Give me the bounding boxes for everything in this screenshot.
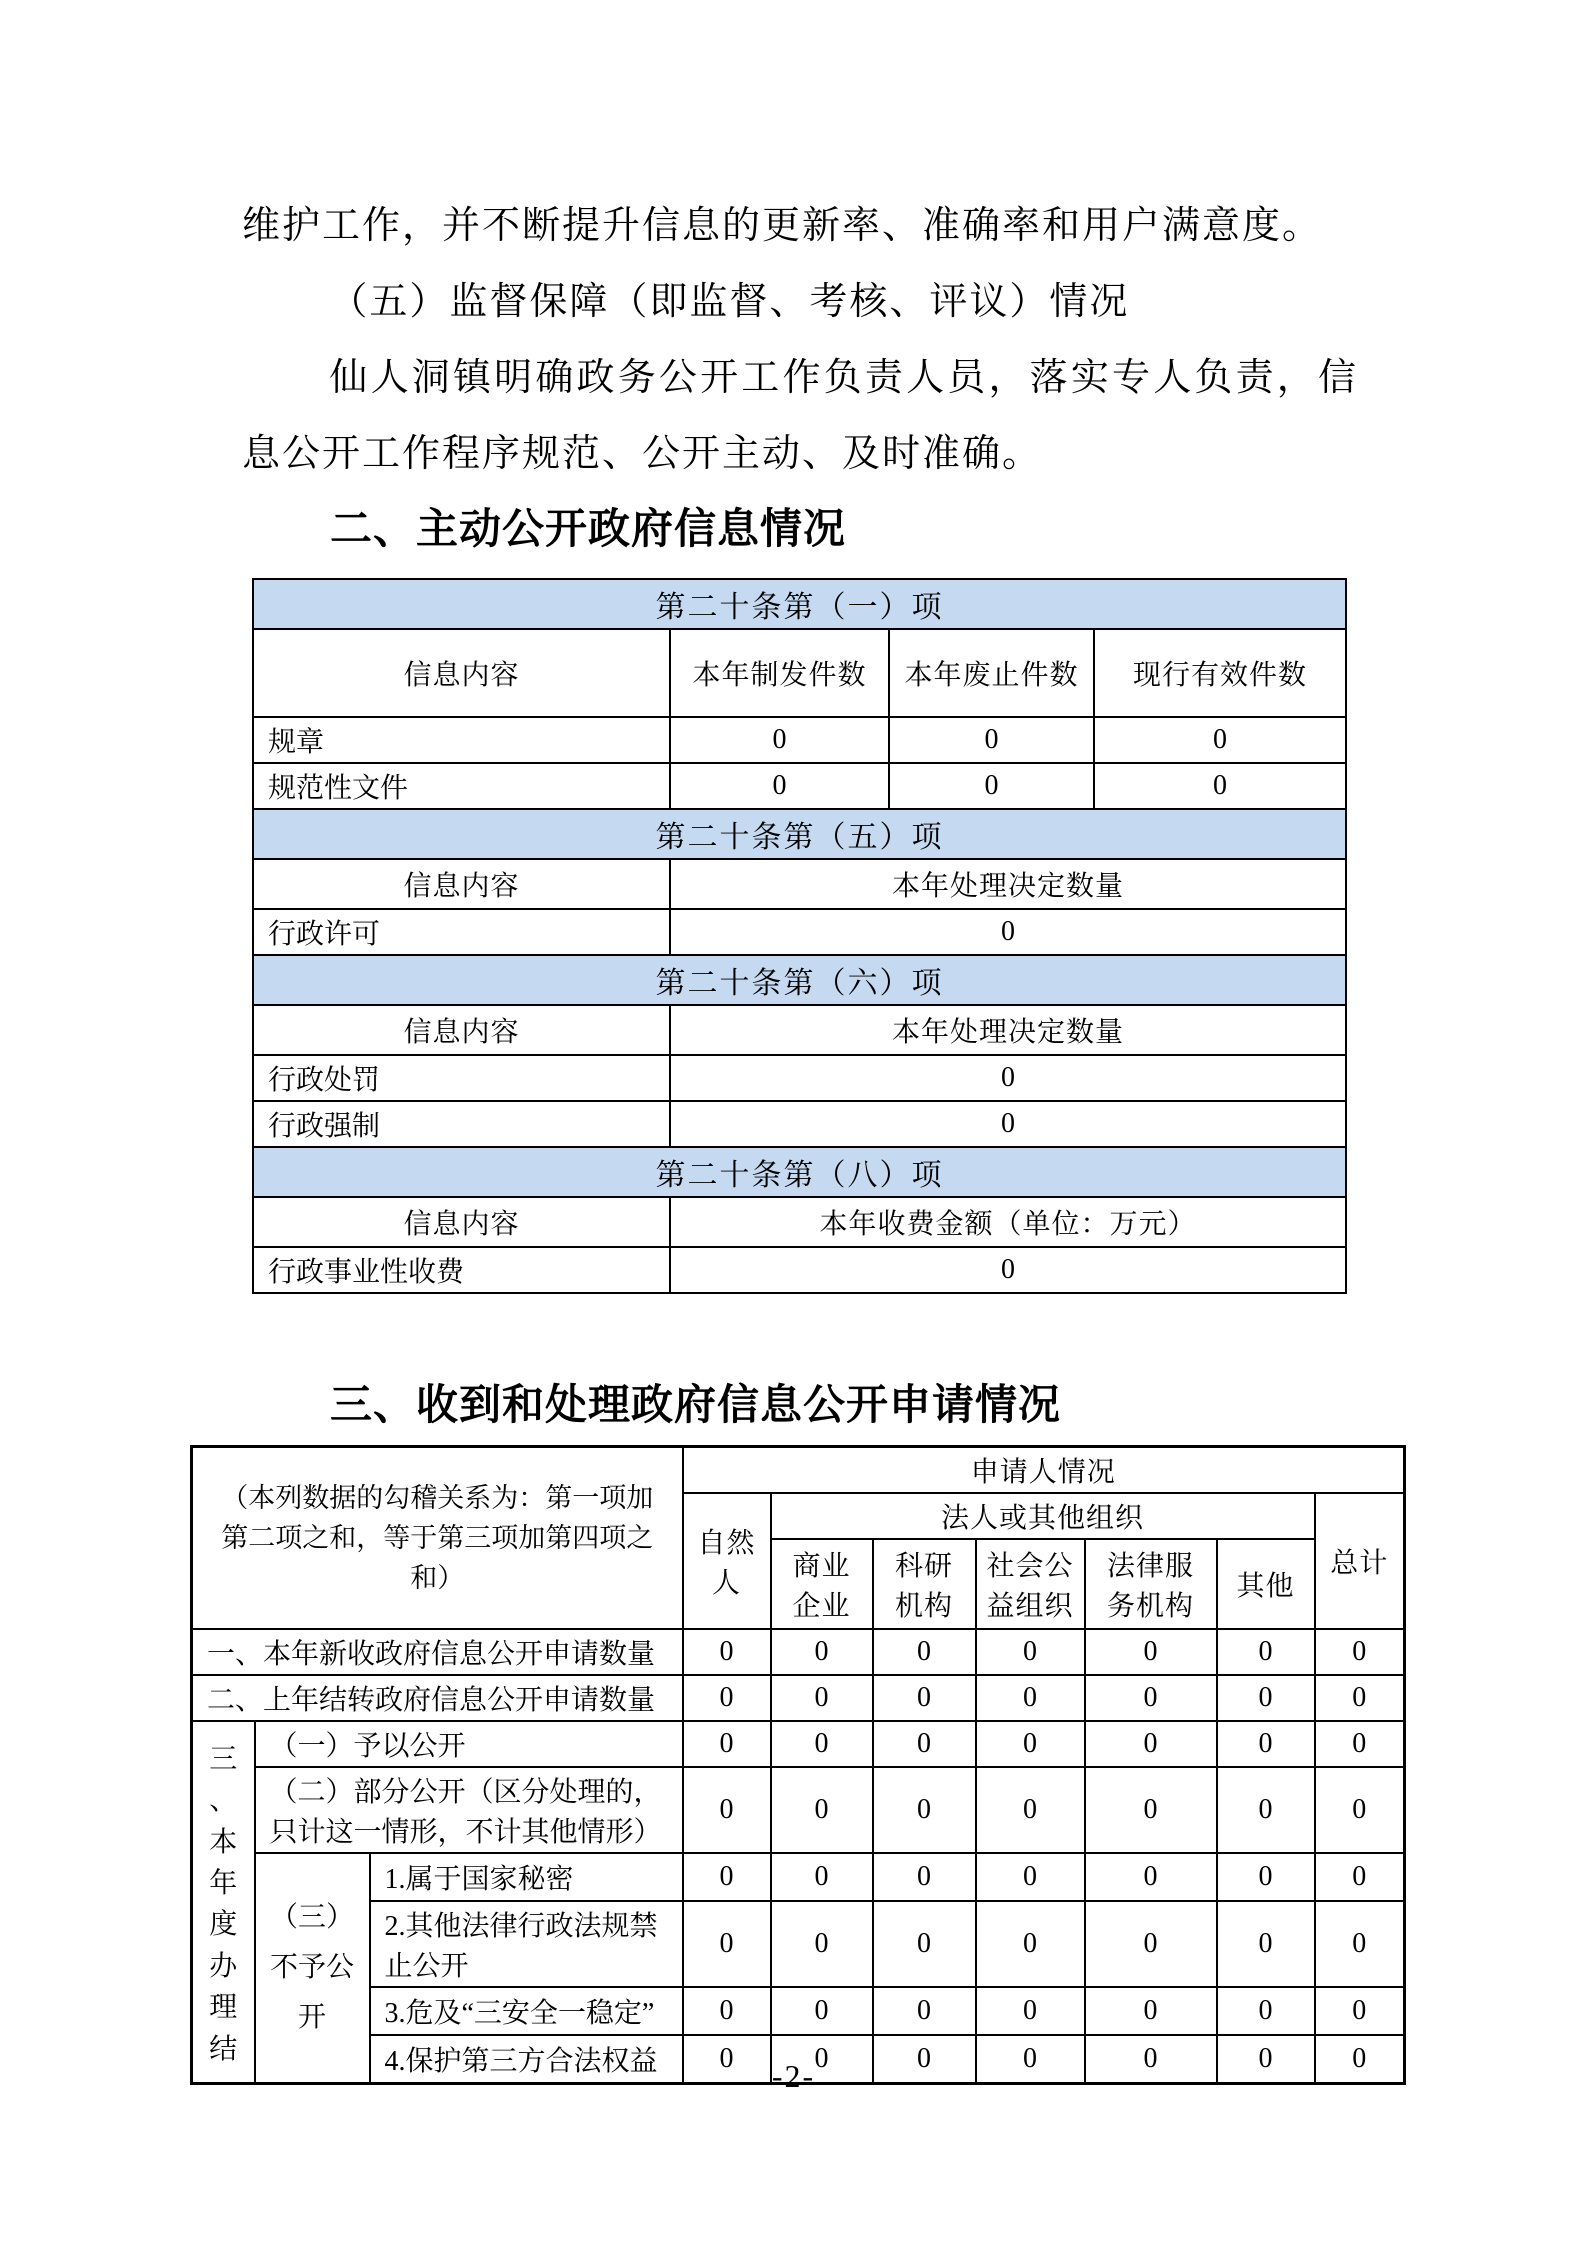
table-voluntary-disclosure (252, 578, 1347, 1294)
value-cell: 0 (670, 1247, 1346, 1293)
section-header-cell: 第二十条第（六）项 (253, 955, 1346, 1005)
value-cell: 0 (771, 1853, 873, 1901)
vertical-label-char: 结 (209, 2033, 238, 2065)
value-cell: 0 (1315, 1853, 1405, 1901)
row-label-cell: 规范性文件 (253, 763, 670, 809)
column-header-cell: 本年处理决定数量 (670, 859, 1346, 909)
value-cell: 0 (683, 1987, 771, 2035)
column-header-cell: 社会公益组织 (976, 1539, 1085, 1629)
value-cell: 0 (1217, 1987, 1315, 2035)
column-header-cell: 商业企业 (771, 1539, 873, 1629)
value-cell: 0 (1085, 1853, 1217, 1901)
column-header-cell: 科研机构 (873, 1539, 976, 1629)
value-cell: 0 (771, 1675, 873, 1721)
column-header-cell: 信息内容 (253, 629, 670, 717)
column-header-cell: 现行有效件数 (1094, 629, 1346, 717)
row-label-cell: 规章 (253, 717, 670, 763)
legal-group-header-cell: 法人或其他组织 (771, 1493, 1315, 1539)
table-row (253, 1005, 1346, 1055)
table-disclosure-requests (190, 1445, 1406, 2085)
value-cell: 0 (670, 1101, 1346, 1147)
value-cell: 0 (1217, 1629, 1315, 1675)
table-row (192, 1721, 1405, 1767)
column-header-cell: 自然人 (683, 1493, 771, 1629)
column-header-cell: 总计 (1315, 1493, 1405, 1629)
value-cell: 0 (771, 1987, 873, 2035)
value-cell: 0 (976, 1901, 1085, 1987)
row-label-cell: 行政处罚 (253, 1055, 670, 1101)
group-label-cell (192, 1721, 255, 2083)
vertical-label-char: 理 (209, 1992, 238, 2024)
row-label-cell: 二、上年结转政府信息公开申请数量 (192, 1675, 683, 1721)
column-header-cell: 其他 (1217, 1539, 1315, 1629)
section-2-heading: 二、主动公开政府信息情况 (330, 505, 847, 552)
row-label-cell: （二）部分公开（区分处理的，只计这一情形，不计其他情形） (255, 1767, 683, 1853)
value-cell: 0 (1217, 1901, 1315, 1987)
table-row (253, 955, 1346, 1005)
value-cell: 0 (1085, 2035, 1217, 2083)
value-cell: 0 (976, 1987, 1085, 2035)
table-row (253, 809, 1346, 859)
value-cell: 0 (889, 763, 1094, 809)
value-cell: 0 (1217, 1675, 1315, 1721)
value-cell: 0 (873, 1675, 976, 1721)
value-cell: 0 (670, 1055, 1346, 1101)
value-cell: 0 (683, 1767, 771, 1853)
value-cell: 0 (683, 2035, 771, 2083)
value-cell: 0 (683, 1721, 771, 1767)
table-row (253, 1101, 1346, 1147)
value-cell: 0 (1217, 2035, 1315, 2083)
vertical-label-char: 年 (209, 1868, 238, 1900)
vertical-label-char: 办 (209, 1950, 238, 1982)
value-cell: 0 (1217, 1767, 1315, 1853)
value-cell: 0 (1217, 1721, 1315, 1767)
value-cell: 0 (771, 1721, 873, 1767)
value-cell: 0 (1315, 2035, 1405, 2083)
vertical-label-char: 、 (209, 1785, 238, 1817)
value-cell: 0 (1315, 1629, 1405, 1675)
column-header-cell: 本年处理决定数量 (670, 1005, 1346, 1055)
body-text-block (242, 188, 1358, 492)
value-cell: 0 (1085, 1721, 1217, 1767)
section-3-heading: 三、收到和处理政府信息公开申请情况 (330, 1381, 1062, 1428)
row-label-cell: 行政事业性收费 (253, 1247, 670, 1293)
value-cell: 0 (873, 1767, 976, 1853)
applicant-header-cell: 申请人情况 (683, 1447, 1405, 1494)
value-cell: 0 (873, 2035, 976, 2083)
row-label-cell: 行政许可 (253, 909, 670, 955)
value-cell: 0 (889, 717, 1094, 763)
section-header-cell: 第二十条第（五）项 (253, 809, 1346, 859)
value-cell: 0 (771, 1901, 873, 1987)
table-row (192, 1987, 1405, 2035)
column-header-cell: 法律服务机构 (1085, 1539, 1217, 1629)
table-row (192, 1767, 1405, 1853)
value-cell: 0 (683, 1675, 771, 1721)
table-row (253, 1055, 1346, 1101)
section-header-cell: 第二十条第（八）项 (253, 1147, 1346, 1197)
value-cell: 0 (670, 909, 1346, 955)
row-label-cell: 3.危及“三安全一稳定” (370, 1987, 683, 2035)
value-cell: 0 (1315, 1721, 1405, 1767)
value-cell: 0 (1315, 1987, 1405, 2035)
row-label-cell: 4.保护第三方合法权益 (370, 2035, 683, 2083)
table-row (253, 629, 1346, 717)
table-row (192, 1853, 1405, 1901)
column-header-cell: 本年收费金额（单位：万元） (670, 1197, 1346, 1247)
table-row (253, 1197, 1346, 1247)
table-row (253, 717, 1346, 763)
value-cell: 0 (873, 1853, 976, 1901)
row-label-cell: 1.属于国家秘密 (370, 1853, 683, 1901)
value-cell: 0 (670, 763, 889, 809)
value-cell: 0 (1085, 1675, 1217, 1721)
body-paragraph: 维护工作，并不断提升信息的更新率、准确率和用户满意度。 (242, 205, 1323, 247)
value-cell: 0 (873, 1721, 976, 1767)
value-cell: 0 (976, 1629, 1085, 1675)
page-number: -2- (771, 2058, 816, 2094)
table-row (253, 859, 1346, 909)
value-cell: 0 (976, 1767, 1085, 1853)
value-cell: 0 (771, 1629, 873, 1675)
vertical-label-char: 度 (209, 1909, 238, 1941)
value-cell: 0 (1094, 763, 1346, 809)
value-cell: 0 (1085, 1901, 1217, 1987)
table-row (192, 1675, 1405, 1721)
value-cell: 0 (1085, 1629, 1217, 1675)
value-cell: 0 (976, 1853, 1085, 1901)
value-cell: 0 (670, 717, 889, 763)
body-paragraph: 仙人洞镇明确政务公开工作负责人员，落实专人负责，信息公开工作程序规范、公开主动、及时准确。 (242, 357, 1358, 475)
value-cell: 0 (771, 2035, 873, 2083)
value-cell: 0 (1085, 1987, 1217, 2035)
value-cell: 0 (976, 2035, 1085, 2083)
row-label-cell: （一）予以公开 (255, 1721, 683, 1767)
column-header-cell: 本年废止件数 (889, 629, 1094, 717)
table-row (192, 1629, 1405, 1675)
value-cell: 0 (976, 1675, 1085, 1721)
refuse-group-label-cell: （三）不予公开 (255, 1853, 370, 2083)
value-cell: 0 (1094, 717, 1346, 763)
corner-note-cell: （本列数据的勾稽关系为：第一项加第二项之和，等于第三项加第四项之和） (192, 1447, 683, 1630)
row-label-cell: 一、本年新收政府信息公开申请数量 (192, 1629, 683, 1675)
row-label-cell: 行政强制 (253, 1101, 670, 1147)
vertical-label-char: 本 (209, 1826, 238, 1858)
table-row (253, 909, 1346, 955)
value-cell: 0 (873, 1629, 976, 1675)
table-row (253, 1247, 1346, 1293)
value-cell: 0 (771, 1767, 873, 1853)
value-cell: 0 (1315, 1675, 1405, 1721)
section-header-cell: 第二十条第（一）项 (253, 579, 1346, 629)
value-cell: 0 (1315, 1901, 1405, 1987)
vertical-label-char: 三 (209, 1743, 238, 1775)
value-cell: 0 (976, 1721, 1085, 1767)
value-cell: 0 (1315, 1767, 1405, 1853)
table-row (253, 1147, 1346, 1197)
value-cell: 0 (683, 1853, 771, 1901)
value-cell: 0 (1085, 1767, 1217, 1853)
value-cell: 0 (683, 1629, 771, 1675)
row-label-cell: 2.其他法律行政法规禁止公开 (370, 1901, 683, 1987)
table-row (253, 763, 1346, 809)
table-row (253, 579, 1346, 629)
value-cell: 0 (873, 1901, 976, 1987)
column-header-cell: 信息内容 (253, 1005, 670, 1055)
value-cell: 0 (683, 1901, 771, 1987)
value-cell: 0 (873, 1987, 976, 2035)
table-row (192, 1447, 1405, 1494)
column-header-cell: 本年制发件数 (670, 629, 889, 717)
value-cell: 0 (1217, 1853, 1315, 1901)
column-header-cell: 信息内容 (253, 859, 670, 909)
column-header-cell: 信息内容 (253, 1197, 670, 1247)
table-row (192, 1901, 1405, 1987)
body-paragraph: （五）监督保障（即监督、考核、评议）情况 (329, 281, 1130, 323)
